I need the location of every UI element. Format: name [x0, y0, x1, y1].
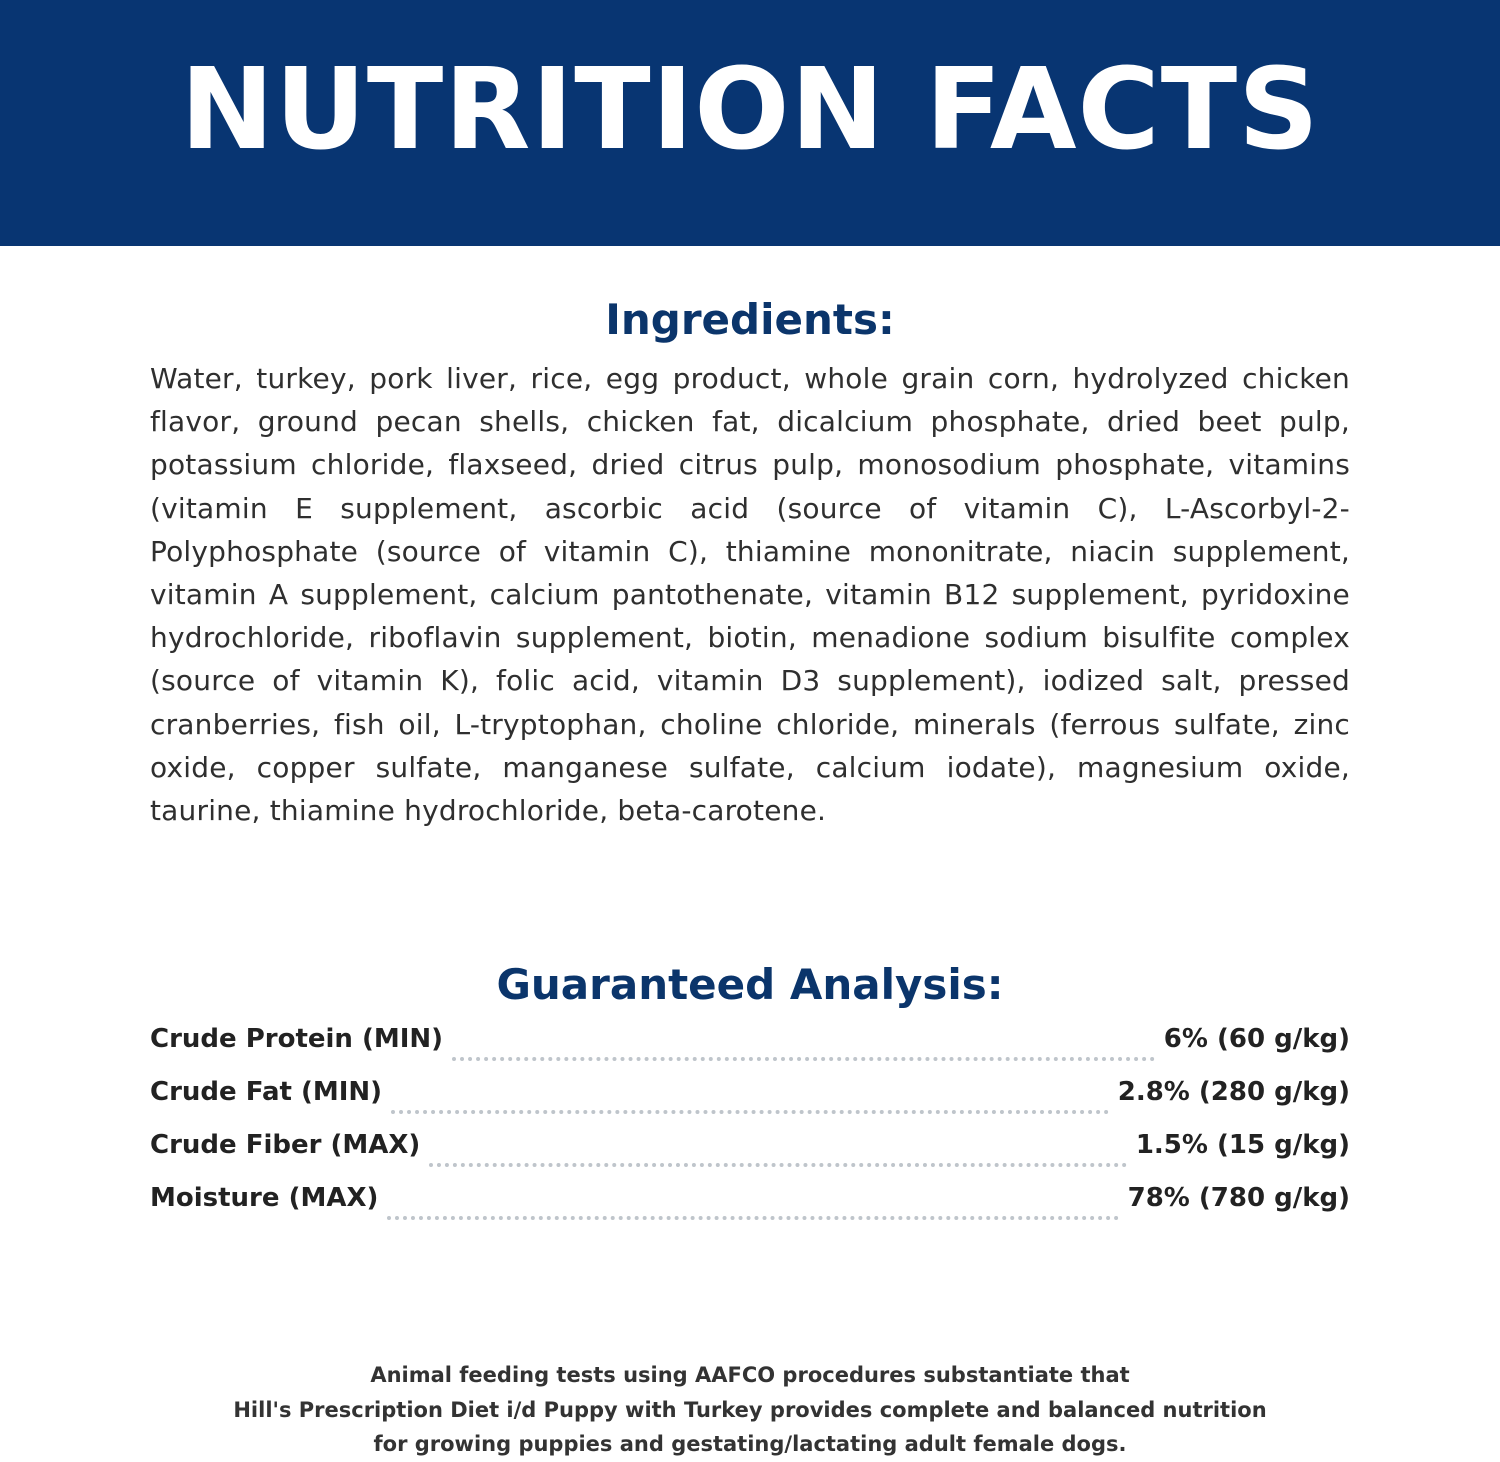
header-banner	[0, 0, 1500, 246]
guaranteed-analysis-table	[150, 1024, 1350, 1236]
aafco-statement	[0, 1358, 1500, 1462]
analysis-row-crude-fiber	[150, 1130, 1350, 1183]
analysis-value-crude-protein: 6% (60 g/kg)	[1163, 1024, 1350, 1054]
analysis-value-crude-fat: 2.8% (280 g/kg)	[1117, 1077, 1350, 1107]
analysis-row-crude-fat	[150, 1077, 1350, 1130]
dot-leader	[429, 1163, 1127, 1167]
analysis-label-crude-fat: Crude Fat (MIN)	[150, 1077, 383, 1107]
analysis-value-crude-fiber: 1.5% (15 g/kg)	[1135, 1130, 1350, 1160]
analysis-row-crude-protein	[150, 1024, 1350, 1077]
analysis-label-moisture: Moisture (MAX)	[150, 1183, 379, 1213]
aafco-statement-line-3: for growing puppies and gestating/lactating adult female dogs.	[373, 1432, 1127, 1456]
analysis-label-crude-fiber: Crude Fiber (MAX)	[150, 1130, 421, 1160]
dot-leader	[452, 1057, 1155, 1061]
analysis-label-crude-protein: Crude Protein (MIN)	[150, 1024, 444, 1054]
page-title: NUTRITION FACTS	[180, 45, 1320, 175]
aafco-statement-line-2: Hill's Prescription Diet i/d Puppy with Turkey provides complete and balanced nutrition	[233, 1397, 1267, 1422]
aafco-statement-line-1: Animal feeding tests using AAFCO procedures substantiate that	[370, 1363, 1130, 1387]
ingredients-list: Water, turkey, pork liver, rice, egg product, whole grain corn, hydrolyzed chicken flavor, ground pecan shells, chicken fat, dicalcium phosphate, dried beet pulp, potassium chloride, flaxseed, dried citrus pulp, monosodium phosphate, vitamins (vitamin E supplement, ascorbic acid (source of vitamin C), L-Ascorbyl-2-Polyphosphate (source of vitamin C), thiamine mononitrate, niacin supplement, vitamin A supplement, calcium pantothenate, vitamin B12 supplement, pyridoxine hydrochloride, riboflavin supplement, biotin, menadione sodium bisulfite complex (source of vitamin K), folic acid, vitamin D3 supplement), iodized salt, pressed cranberries, fish oil, L-tryptophan, choline chloride, minerals (ferrous sulfate, zinc oxide, copper sulfate, manganese sulfate, calcium iodate), magnesium oxide, taurine, thiamine hydrochloride, beta-carotene.	[150, 362, 1350, 828]
ingredients-heading: Ingredients:	[605, 295, 895, 344]
analysis-value-moisture: 78% (780 g/kg)	[1127, 1183, 1350, 1213]
analysis-row-moisture	[150, 1183, 1350, 1236]
guaranteed-analysis-heading: Guaranteed Analysis:	[496, 960, 1004, 1009]
dot-leader	[391, 1110, 1109, 1114]
dot-leader	[387, 1216, 1118, 1220]
